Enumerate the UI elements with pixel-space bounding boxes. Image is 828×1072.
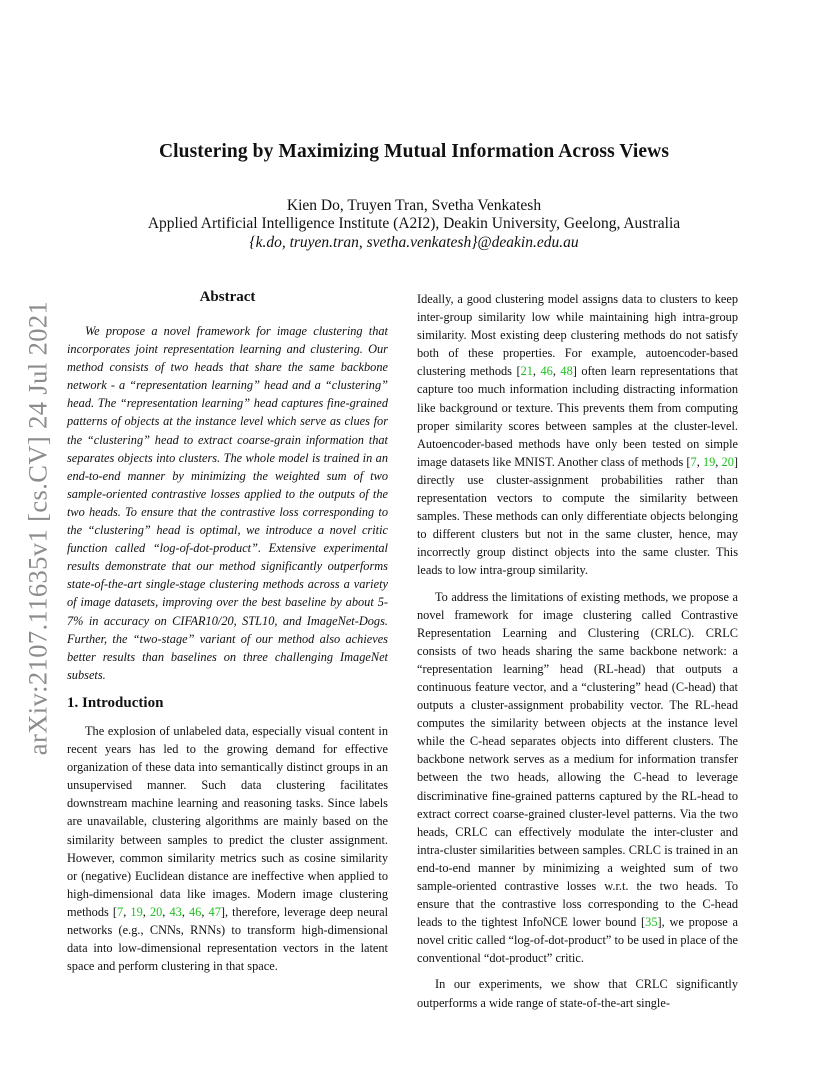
text-run: ], we propose a novel critic called “log-of-dot-product” to be used in place of the conventional “dot-product” critic. — [417, 915, 738, 966]
abstract-text: We propose a novel framework for image clustering that incorporates joint representation learning and clustering. Our method consists of two heads that share the same backbone network - a “representation learning” head and a “clustering” head. The “representation learning” head captures fine-grained patterns of objects at the instance level which serve as clues for the “clustering” head to extract coarse-grain information that separates objects into clusters. The whole model is trained in an end-to-end manner by minimizing the weighted sum of two sample-oriented contrastive losses applied to the outputs of the two heads. To ensure that the contrastive loss corresponding to the “clustering” head is optimal, we introduce a novel critic function called “log-of-dot-product”. Extensive experimental results demonstrate that our method significantly outperforms state-of-the-art single-stage clustering methods across a variety of image datasets, improving over the best baseline by about 5-7% in accuracy on CIFAR10/20, STL10, and ImageNet-Dogs. Further, the “two-stage” variant of our method also achieves better results than baselines on three challenging ImageNet subsets. — [67, 324, 388, 682]
text-run: ] often learn representations that capture too much information including distracting information like background or texture. This prevents them from computing proper similarity scores between samples at the cluster-level. Autoencoder-based methods have only been tested on simple image datasets like MNIST. Another class of methods [ — [417, 364, 739, 469]
introduction-column-left — [67, 722, 388, 975]
citation-link[interactable]: 47 — [208, 904, 221, 919]
citation-link[interactable]: 20 — [721, 454, 734, 469]
citation-link[interactable]: 46 — [189, 904, 202, 919]
citation-link[interactable]: 19 — [130, 904, 143, 919]
text-run: ] directly use cluster-assignment probabilities rather than representation vectors to compute the similarity between samples. These methods can only differentiate objects belonging to different clusters but not in the same cluster, hence, may incorrectly group distinct objects into the same cluster. This leads to low intra-group similarity. — [417, 454, 739, 578]
arxiv-identifier: arXiv:2107.11635v1 [cs.CV] 24 Jul 2021 — [22, 300, 53, 756]
arxiv-stamp — [19, 298, 57, 758]
intro-paragraph-4: In our experiments, we show that CRLC significantly outperforms a wide range of state-of-the-art single- — [417, 977, 738, 1010]
citation-link[interactable]: 46 — [540, 364, 553, 379]
citation-link[interactable]: 7 — [690, 454, 697, 469]
author-emails: {k.do, truyen.tran, svetha.venkatesh}@deakin.edu.au — [249, 234, 579, 251]
affiliation: Applied Artificial Intelligence Institute (A2I2), Deakin University, Geelong, Australia — [147, 215, 681, 232]
citation-link[interactable]: 35 — [645, 915, 658, 930]
authors: Kien Do, Truyen Tran, Svetha Venkatesh — [286, 197, 542, 214]
citation-link[interactable]: 48 — [560, 364, 573, 379]
intro-paragraph-3 — [417, 588, 738, 968]
section-heading-introduction: 1. Introduction — [67, 695, 164, 711]
text-run: ], therefore, leverage deep neural networks (e.g., CNNs, RNNs) to transform high-dimensional data into low-dimensional representation vectors in the latent space and perform clustering in that space. — [67, 904, 389, 974]
paper-title: Clustering by Maximizing Mutual Information Across Views — [158, 141, 670, 162]
text-run: To address the limitations of existing methods, we propose a novel framework for image clustering called Contrastive Representation Learning and Clustering (CRLC). CRLC consists of two heads sharing the same backbone network: a “representation learning” head (RL-head) that outputs a continuous feature vector, and a “clustering” head (C-head) that outputs a cluster-assignment probability vector. The RL-head computes the similarity between objects at the instance level while the C-head separates objects into different clusters. The backbone network serves as a medium for information transfer between the two heads, allowing the C-head to leverage discriminative fine-grained patterns captured by the RL-head to extract correct coarse-grained cluster-level patterns. Via the two heads, CRLC can effectively modulate the inter-cluster and intra-cluster similarities between samples. CRLC is trained in an end-to-end manner by minimizing a weighted sum of two sample-oriented contrastive losses w.r.t. the two heads. To ensure that the contrastive loss corresponding to the C-head leads to the tightest InfoNCE lower bound [ — [417, 589, 738, 930]
citation-link[interactable]: 21 — [520, 364, 533, 379]
citation-link[interactable]: 20 — [149, 904, 163, 919]
introduction-column-right — [417, 290, 738, 1012]
citation-link[interactable]: 19 — [702, 454, 716, 469]
citation-link[interactable]: 43 — [169, 904, 182, 919]
abstract-section — [67, 322, 388, 684]
intro-paragraph-2: Ideally, a good clustering model assigns data to clusters to keep inter-group similarity low while maintaining high intra-group similarity. Most existing deep clustering methods do not satisfy both of these properties. For example, autoencoder-based clustering methods [21, 46, 48] often learn representations that capture too much information including distracting information like background or texture. This prevents them from computing proper similarity scores between samples at the cluster-level. Autoencoder-based methods have only been tested on simple image datasets like MNIST. Another class of methods [7, 19, 20] directly use cluster-assignment probabilities rather than representation vectors to compute the similarity between samples. These methods can only differentiate objects belonging to different clusters but not in the same cluster, hence, may incorrectly group distinct objects into the same cluster. This leads to low intra-group similarity. — [417, 292, 739, 578]
abstract-heading: Abstract — [199, 289, 256, 305]
citation-link[interactable]: 7 — [117, 904, 124, 919]
text-run: Ideally, a good clustering model assigns data to clusters to keep inter-group similarity low while maintaining high intra-group similarity. Most existing deep clustering methods do not satisfy both of these properties. For example, autoencoder-based clustering methods [ — [417, 292, 738, 379]
text-run: The explosion of unlabeled data, especially visual content in recent years has led to the growing demand for effective organization of these data into semantically distinct groups in an unsupervised manner. Such data clustering facilitates downstream machine learning and reasoning tasks. Since labels are unavailable, clustering algorithms are mainly based on the similarity between samples to predict the cluster assignment. However, common similarity metrics such as cosine similarity or (negative) Euclidean distance are ineffective when applied to high-dimensional data like images. Modern image clustering methods [ — [67, 724, 388, 919]
intro-paragraph-1: The explosion of unlabeled data, especially visual content in recent years has led to the growing demand for effective organization of these data into semantically distinct groups in an unsupervised manner. Such data clustering facilitates downstream machine learning and reasoning tasks. Since labels are unavailable, clustering algorithms are mainly based on the similarity between samples to predict the cluster assignment. However, common similarity metrics such as cosine similarity or (negative) Euclidean distance are ineffective when applied to high-dimensional data like images. Modern image clustering methods [7, 19, 20, 43, 46, 47], therefore, leverage deep neural networks (e.g., CNNs, RNNs) to transform high-dimensional data into low-dimensional representation vectors in the latent space and perform clustering in that space. — [67, 724, 389, 974]
